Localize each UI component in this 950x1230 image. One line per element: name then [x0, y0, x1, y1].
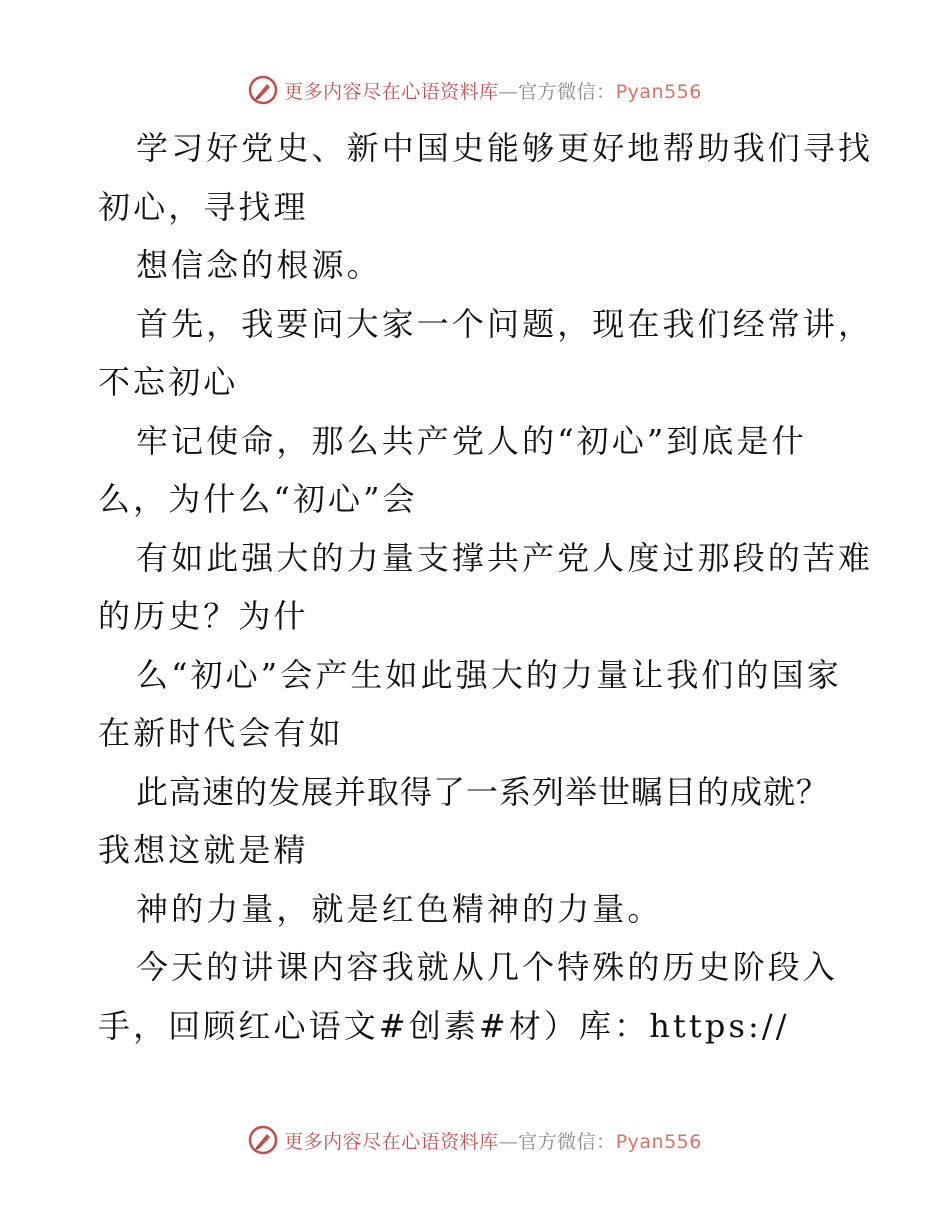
footer-banner-label: 官方微信：	[518, 1130, 616, 1153]
body-line: 牢记使命，那么共产党人的“初心”到底是什	[136, 421, 807, 460]
document-body	[98, 119, 874, 1055]
body-line: 在新时代会有如	[98, 714, 344, 752]
header-banner-label: 官方微信：	[518, 80, 616, 103]
footer-banner	[0, 1120, 950, 1160]
body-line: 的历史？为什	[98, 597, 309, 635]
pen-logo-icon	[248, 1125, 278, 1155]
body-line: 神的力量，就是红色精神的力量。	[136, 889, 663, 928]
footer-banner-dash: —	[498, 1130, 519, 1153]
footer-banner-id: Pyan556	[615, 1130, 702, 1153]
body-line: 想信念的根源。	[136, 246, 382, 284]
body-line: 此高速的发展并取得了一系列举世瞩目的成就？	[136, 772, 830, 811]
body-line: 么“初心”会产生如此强大的力量让我们的国家	[136, 655, 842, 694]
header-banner-dash: —	[498, 80, 519, 103]
body-line: 首先，我要问大家一个问题，现在我们经常讲，	[136, 304, 874, 343]
body-line: 么，为什么“初心”会	[98, 480, 418, 518]
header-banner-id: Pyan556	[615, 80, 702, 103]
header-banner-text	[284, 77, 702, 104]
footer-banner-text	[284, 1127, 702, 1154]
body-line: 有如此强大的力量支撑共产党人度过那段的苦难	[136, 538, 874, 577]
footer-banner-main: 更多内容尽在心语资料库	[284, 1130, 499, 1153]
body-line: 学习好党史、新中国史能够更好地帮助我们寻找	[136, 129, 874, 167]
body-line: 不忘初心	[98, 363, 239, 401]
pen-logo-icon	[248, 75, 278, 105]
body-line: 今天的讲课内容我就从几个特殊的历史阶段入	[136, 948, 839, 986]
body-line: 手，回顾红心语文#创素#材）库：https://	[98, 1006, 790, 1045]
body-line: 我想这就是精	[98, 831, 309, 869]
body-line: 初心，寻找理	[98, 187, 309, 226]
header-banner	[0, 70, 950, 110]
header-banner-main: 更多内容尽在心语资料库	[284, 80, 499, 103]
